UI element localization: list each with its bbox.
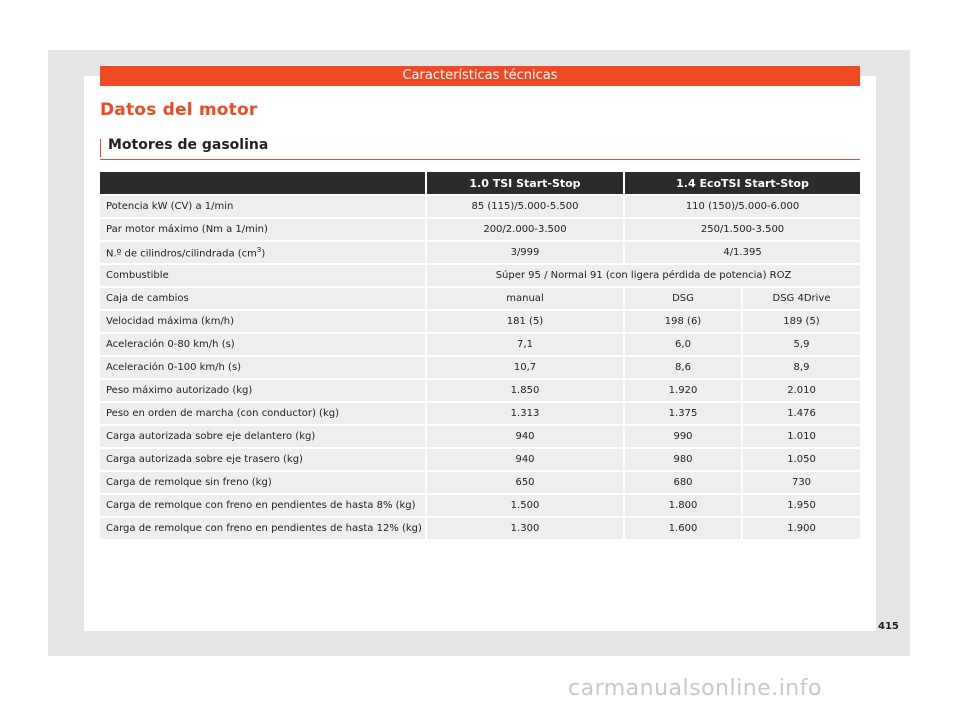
cell-engine-1: 85 (115)/5.000-5.500 xyxy=(425,196,623,217)
cell-engine-1: 200/2.000-3.500 xyxy=(425,219,623,240)
table-row xyxy=(100,449,860,470)
row-label: Potencia kW (CV) a 1/min xyxy=(100,196,425,217)
table-row xyxy=(100,311,860,332)
cell-engine-2-4drive: 1.950 xyxy=(741,495,860,516)
table-row xyxy=(100,219,860,240)
table-row xyxy=(100,403,860,424)
chapter-header: Características técnicas xyxy=(100,66,860,86)
cell-engine-2-4drive: 2.010 xyxy=(741,380,860,401)
cell-engine-2-dsg: 990 xyxy=(623,426,741,447)
cell-engine-2-dsg: 1.800 xyxy=(623,495,741,516)
row-label: Peso en orden de marcha (con conductor) (kg) xyxy=(100,403,425,424)
row-label: Aceleración 0-100 km/h (s) xyxy=(100,357,425,378)
page-number: 415 xyxy=(878,621,899,632)
cell-engine-2-dsg: 1.375 xyxy=(623,403,741,424)
cell-engine-2-4drive: 1.010 xyxy=(741,426,860,447)
cell-engine-2: 4/1.395 xyxy=(623,242,860,263)
row-label: Combustible xyxy=(100,265,425,286)
cell-engine-2: 110 (150)/5.000-6.000 xyxy=(623,196,860,217)
table-row xyxy=(100,380,860,401)
table-row xyxy=(100,196,860,217)
cell-engine-1: 1.313 xyxy=(425,403,623,424)
superscript: 3 xyxy=(256,245,262,254)
cell-engine-2-4drive: 1.900 xyxy=(741,518,860,539)
table-row xyxy=(100,495,860,516)
section-title: Datos del motor xyxy=(100,100,258,120)
subsection-title: Motores de gasolina xyxy=(108,137,269,153)
cell-engine-1: 1.300 xyxy=(425,518,623,539)
row-label: Carga autorizada sobre eje delantero (kg) xyxy=(100,426,425,447)
table-header-row xyxy=(100,172,860,194)
cell-engine-2-4drive: 1.476 xyxy=(741,403,860,424)
cell-engine-2-4drive: 1.050 xyxy=(741,449,860,470)
table-row xyxy=(100,426,860,447)
table-header-engine-2: 1.4 EcoTSI Start-Stop xyxy=(623,172,860,194)
cell-fuel: Súper 95 / Normal 91 (con ligera pérdida de potencia) ROZ xyxy=(425,265,860,286)
cell-engine-1: 181 (5) xyxy=(425,311,623,332)
cell-engine-1: 1.500 xyxy=(425,495,623,516)
watermark-text: carmanualsonline.info xyxy=(568,676,822,701)
row-label: Aceleración 0-80 km/h (s) xyxy=(100,334,425,355)
cell-engine-2-dsg: 6,0 xyxy=(623,334,741,355)
cell-engine-1: 940 xyxy=(425,449,623,470)
table-row xyxy=(100,357,860,378)
cell-engine-2-4drive: 189 (5) xyxy=(741,311,860,332)
cell-engine-2: 250/1.500-3.500 xyxy=(623,219,860,240)
cell-engine-2-dsg: DSG xyxy=(623,288,741,309)
cell-engine-2-dsg: 198 (6) xyxy=(623,311,741,332)
row-label: N.º de cilindros/cilindrada $(cm^3)$ xyxy=(100,242,425,263)
row-label: Carga de remolque sin freno (kg) xyxy=(100,472,425,493)
table-row xyxy=(100,288,860,309)
cell-engine-2-4drive: 5,9 xyxy=(741,334,860,355)
cell-engine-2-4drive: 730 xyxy=(741,472,860,493)
row-label: Velocidad máxima (km/h) xyxy=(100,311,425,332)
cell-engine-2-4drive: 8,9 xyxy=(741,357,860,378)
cell-engine-1: 10,7 xyxy=(425,357,623,378)
subsection-heading xyxy=(100,137,860,160)
table-row xyxy=(100,334,860,355)
table-header-engine-1: 1.0 TSI Start-Stop xyxy=(425,172,623,194)
cell-engine-1: 940 xyxy=(425,426,623,447)
row-label: Peso máximo autorizado (kg) xyxy=(100,380,425,401)
table-row xyxy=(100,242,860,263)
cell-engine-1: 650 xyxy=(425,472,623,493)
table-row xyxy=(100,472,860,493)
cell-engine-2-dsg: 980 xyxy=(623,449,741,470)
cell-engine-1: 3/999 xyxy=(425,242,623,263)
row-label: Carga de remolque con freno en pendientes de hasta 12% (kg) xyxy=(100,518,425,539)
cell-engine-1: manual xyxy=(425,288,623,309)
cell-engine-2-dsg: 680 xyxy=(623,472,741,493)
heading-marker xyxy=(100,139,101,157)
table-row xyxy=(100,518,860,539)
engine-spec-table xyxy=(100,170,860,541)
row-label: Carga de remolque con freno en pendientes de hasta 8% (kg) xyxy=(100,495,425,516)
table-header-blank xyxy=(100,172,425,194)
row-label: Carga autorizada sobre eje trasero (kg) xyxy=(100,449,425,470)
cell-engine-2-dsg: 1.600 xyxy=(623,518,741,539)
cell-engine-1: 1.850 xyxy=(425,380,623,401)
table-row xyxy=(100,265,860,286)
cell-engine-2-4drive: DSG 4Drive xyxy=(741,288,860,309)
row-label: Caja de cambios xyxy=(100,288,425,309)
cell-engine-2-dsg: 8,6 xyxy=(623,357,741,378)
cell-engine-1: 7,1 xyxy=(425,334,623,355)
row-label: Par motor máximo (Nm a 1/min) xyxy=(100,219,425,240)
cell-engine-2-dsg: 1.920 xyxy=(623,380,741,401)
